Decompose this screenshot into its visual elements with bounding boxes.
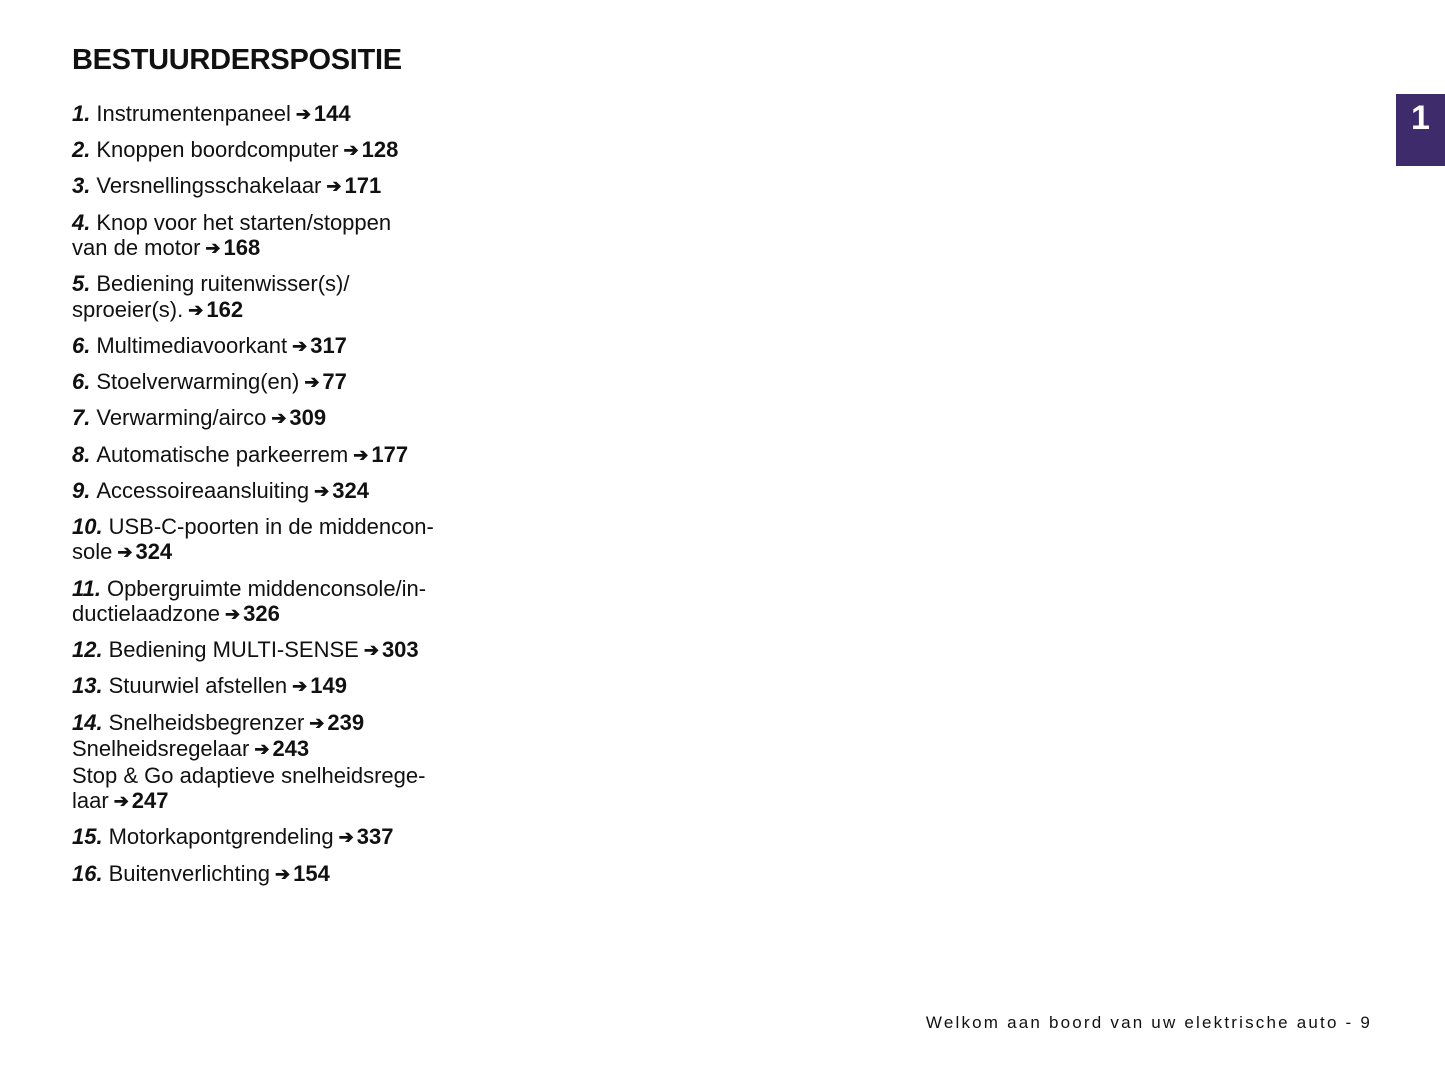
item-number: 14.	[72, 709, 103, 735]
list-item	[72, 271, 482, 323]
item-number: 5.	[72, 271, 91, 297]
arrow-right-icon: ➔	[271, 408, 287, 429]
item-number: 6.	[72, 332, 91, 358]
item-number: 8.	[72, 441, 91, 467]
list-item-line	[72, 442, 482, 469]
arrow-right-icon: ➔	[205, 238, 221, 259]
page-reference-link[interactable]	[109, 788, 169, 813]
item-label: ductielaadzone	[72, 601, 221, 627]
list-item-line	[72, 576, 482, 602]
item-number: 6.	[72, 369, 91, 395]
arrow-right-icon: ➔	[326, 176, 342, 197]
page-reference-link[interactable]	[339, 137, 399, 162]
page-number: 162	[206, 296, 244, 322]
list-item-line	[72, 763, 482, 789]
list-item	[72, 576, 482, 628]
list-item	[72, 210, 482, 262]
page-number: 324	[135, 539, 173, 565]
item-label: sproeier(s).	[72, 296, 184, 322]
list-item	[72, 101, 482, 128]
list-item	[72, 710, 482, 815]
arrow-right-icon: ➔	[254, 739, 270, 760]
page-reference-link[interactable]	[249, 736, 309, 761]
item-label: Knoppen boordcomputer	[96, 137, 339, 163]
list-item	[72, 405, 482, 432]
list-item-line	[72, 861, 482, 888]
item-number: 16.	[72, 860, 103, 886]
page-reference-link[interactable]	[270, 861, 330, 886]
page-reference-link[interactable]	[359, 637, 419, 662]
page-number: 239	[327, 709, 365, 735]
list-item-line	[72, 235, 482, 262]
item-number: 3.	[72, 173, 91, 199]
list-item-line	[72, 539, 482, 566]
item-number: 4.	[72, 209, 91, 235]
arrow-right-icon: ➔	[188, 299, 204, 320]
list-item-line	[72, 369, 482, 396]
page-reference-link[interactable]	[348, 442, 408, 467]
page-reference-link[interactable]	[220, 601, 280, 626]
item-label: Snelheidsregelaar	[72, 736, 250, 762]
page-number: 177	[371, 441, 409, 467]
page-number: 77	[322, 369, 347, 395]
page-number: 324	[332, 477, 369, 503]
item-number: 10.	[72, 513, 103, 539]
item-label: Verwarming/airco	[96, 405, 267, 431]
item-number: 2.	[72, 137, 91, 163]
item-label: Stop & Go adaptieve snelheidsrege-	[72, 762, 426, 788]
item-label: Stoelverwarming(en)	[96, 369, 300, 395]
page-reference-link[interactable]	[287, 673, 347, 698]
list-item	[72, 369, 482, 396]
item-label: Multimediavoorkant	[96, 332, 288, 358]
item-number: 9.	[72, 477, 91, 503]
item-label: Versnellingsschakelaar	[96, 173, 322, 199]
list-item-line	[72, 637, 482, 664]
chapter-tab[interactable]: 1	[1396, 94, 1445, 166]
page-number: 247	[131, 788, 169, 814]
page-reference-link[interactable]	[112, 539, 172, 564]
page-number: 154	[293, 860, 330, 886]
item-label: USB-C-poorten in de middencon-	[108, 513, 434, 539]
item-label: Automatische parkeerrem	[96, 441, 349, 467]
list-item-line	[72, 673, 482, 700]
list-item-line	[72, 736, 482, 763]
arrow-right-icon: ➔	[338, 827, 354, 848]
item-label: Buitenverlichting	[108, 860, 271, 886]
arrow-right-icon: ➔	[353, 444, 369, 465]
page-title: BESTUURDERSPOSITIE	[72, 44, 402, 76]
page-reference-link[interactable]	[200, 235, 260, 260]
item-label: Motorkapontgrendeling	[108, 824, 334, 850]
list-item-line	[72, 514, 482, 540]
page-reference-link[interactable]	[334, 824, 394, 849]
arrow-right-icon: ➔	[113, 791, 129, 812]
list-item	[72, 673, 482, 700]
item-label: Stuurwiel afstellen	[108, 673, 288, 699]
arrow-right-icon: ➔	[295, 104, 311, 124]
page-reference-link[interactable]	[299, 369, 347, 394]
item-label: Opbergruimte middenconsole/in-	[106, 575, 427, 601]
page-number: 128	[361, 137, 399, 163]
item-label: Instrumentenpaneel	[96, 101, 291, 126]
list-item	[72, 442, 482, 469]
page-number: 317	[310, 332, 347, 358]
list-item	[72, 137, 482, 164]
list-item	[72, 514, 482, 566]
arrow-right-icon: ➔	[304, 372, 320, 393]
item-label: Snelheidsbegrenzer	[108, 709, 305, 735]
list-item-line	[72, 271, 482, 297]
item-label: laar	[72, 788, 109, 814]
arrow-right-icon: ➔	[314, 480, 330, 501]
page-reference-link[interactable]	[291, 101, 351, 126]
list-item-line	[72, 210, 482, 236]
item-label: Knop voor het starten/stoppen	[96, 209, 392, 235]
item-number: 11.	[72, 575, 101, 601]
list-item-line	[72, 405, 482, 432]
page-reference-link[interactable]	[266, 405, 326, 430]
item-label: Bediening ruitenwisser(s)/	[96, 271, 350, 297]
list-item-line	[72, 824, 482, 851]
arrow-right-icon: ➔	[275, 863, 291, 884]
list-item-line	[72, 297, 482, 324]
arrow-right-icon: ➔	[309, 712, 325, 733]
arrow-right-icon: ➔	[117, 542, 133, 563]
item-number: 13.	[72, 673, 103, 699]
page-number: 171	[344, 173, 382, 199]
page-number: 326	[243, 601, 280, 627]
page-reference-link[interactable]	[321, 173, 381, 198]
page-number: 337	[356, 824, 394, 850]
page-reference-link[interactable]	[309, 478, 369, 503]
arrow-right-icon: ➔	[292, 335, 308, 356]
list-item	[72, 333, 482, 360]
component-index-list	[72, 101, 482, 897]
list-item-line	[72, 137, 482, 164]
list-item-line	[72, 478, 482, 505]
arrow-right-icon: ➔	[292, 676, 308, 697]
page-reference-link[interactable]	[304, 710, 364, 735]
item-label: Accessoireaansluiting	[96, 477, 310, 503]
item-label: van de motor	[72, 235, 201, 261]
list-item-line	[72, 601, 482, 628]
item-number: 12.	[72, 637, 103, 663]
list-item	[72, 478, 482, 505]
page-number: 144	[313, 101, 351, 126]
page-number: 149	[310, 673, 347, 699]
arrow-right-icon: ➔	[363, 640, 379, 661]
list-item	[72, 637, 482, 664]
list-item	[72, 861, 482, 888]
item-label: Bediening MULTI-SENSE	[108, 637, 359, 663]
arrow-right-icon: ➔	[225, 604, 241, 625]
page-number: 309	[289, 405, 327, 431]
page-number: 303	[381, 637, 419, 663]
page-number: 243	[272, 736, 310, 762]
list-item	[72, 824, 482, 851]
list-item-line	[72, 788, 482, 815]
item-number: 15.	[72, 824, 103, 850]
page-footer: Welkom aan boord van uw elektrische auto - 9	[925, 1013, 1372, 1032]
list-item-line	[72, 173, 482, 200]
arrow-right-icon: ➔	[343, 140, 359, 161]
list-item	[72, 173, 482, 200]
list-item-line	[72, 333, 482, 360]
page-number: 168	[223, 235, 261, 261]
page-reference-link[interactable]	[183, 297, 243, 322]
list-item-line	[72, 710, 482, 737]
list-item-line	[72, 101, 482, 128]
item-number: 7.	[72, 405, 91, 431]
item-label: sole	[72, 539, 113, 565]
item-number: 1.	[72, 101, 91, 126]
page-reference-link[interactable]	[287, 333, 347, 358]
